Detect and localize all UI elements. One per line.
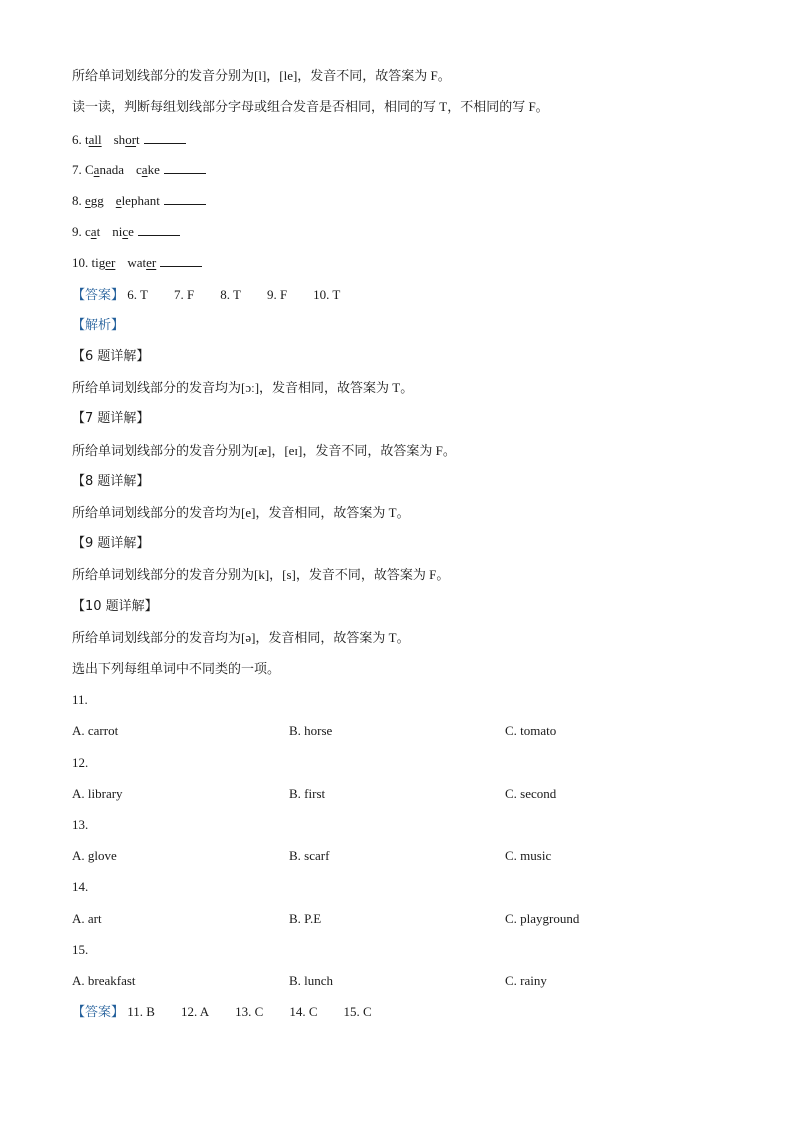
answer-label: 【答案】 — [72, 288, 125, 303]
answer-line-1: 【答案】 6. T 7. F 8. T 9. F 10. T — [72, 287, 341, 303]
detail-title-6: 【6 题详解】 — [72, 349, 150, 364]
answer-blank[interactable] — [164, 192, 206, 205]
option-c-11[interactable]: C. tomato — [505, 723, 557, 738]
phonics-item-7: 7. Canada cake — [72, 161, 206, 179]
phonics-instruction: 读一读，判断每组划线部分字母或组合发音是否相同，相同的写 T，不相同的写 F。 — [72, 99, 549, 114]
option-b-15[interactable]: B. lunch — [289, 973, 334, 988]
option-c-14[interactable]: C. playground — [505, 911, 580, 926]
question-number-13: 13. — [72, 817, 89, 832]
option-c-15[interactable]: C. rainy — [505, 973, 547, 988]
detail-text-6: 所给单词划线部分的发音均为[ɔː]，发音相同，故答案为 T。 — [72, 380, 414, 395]
option-b-13[interactable]: B. scarf — [289, 848, 330, 863]
question-number-12: 12. — [72, 755, 89, 770]
question-number-15: 15. — [72, 942, 89, 957]
phonics-item-10: 10. tiger water — [72, 254, 202, 272]
option-a-15[interactable]: A. breakfast — [72, 973, 136, 988]
option-b-11[interactable]: B. horse — [289, 723, 333, 738]
detail-text-9: 所给单词划线部分的发音分别为[k]，[s]，发音不同，故答案为 F。 — [72, 567, 450, 582]
phonics-item-6: 6. tall short — [72, 131, 186, 149]
intro-line: 所给单词划线部分的发音分别为[l]，[le]，发音不同，故答案为 F。 — [72, 68, 451, 83]
answer-blank[interactable] — [144, 131, 186, 144]
answer-blank[interactable] — [138, 223, 180, 236]
analysis-label: 【解析】 — [72, 318, 125, 333]
option-b-12[interactable]: B. first — [289, 786, 326, 801]
option-a-12[interactable]: A. library — [72, 786, 123, 801]
detail-title-7: 【7 题详解】 — [72, 411, 150, 426]
answer-blank[interactable] — [160, 254, 202, 267]
option-c-13[interactable]: C. music — [505, 848, 552, 863]
option-b-14[interactable]: B. P.E — [289, 911, 322, 926]
detail-title-8: 【8 题详解】 — [72, 474, 150, 489]
detail-title-10: 【10 题详解】 — [72, 599, 158, 614]
detail-text-7: 所给单词划线部分的发音分别为[æ]，[eɪ]，发音不同，故答案为 F。 — [72, 443, 456, 458]
option-a-13[interactable]: A. glove — [72, 848, 117, 863]
category-instruction: 选出下列每组单词中不同类的一项。 — [72, 661, 281, 676]
detail-text-8: 所给单词划线部分的发音均为[e]，发音相同，故答案为 T。 — [72, 505, 410, 520]
phonics-item-9: 9. cat nice — [72, 223, 180, 241]
option-a-14[interactable]: A. art — [72, 911, 102, 926]
answer-line-2: 【答案】 11. B 12. A 13. C 14. C 15. C — [72, 1004, 372, 1020]
phonics-item-8: 8. egg elephant — [72, 192, 206, 210]
detail-title-9: 【9 题详解】 — [72, 536, 150, 551]
option-c-12[interactable]: C. second — [505, 786, 557, 801]
answer-blank[interactable] — [164, 161, 206, 174]
question-number-14: 14. — [72, 879, 89, 894]
detail-text-10: 所给单词划线部分的发音均为[ə]，发音相同，故答案为 T。 — [72, 630, 410, 645]
answer-label: 【答案】 — [72, 1005, 125, 1020]
option-a-11[interactable]: A. carrot — [72, 723, 119, 738]
question-number-11: 11. — [72, 692, 88, 707]
